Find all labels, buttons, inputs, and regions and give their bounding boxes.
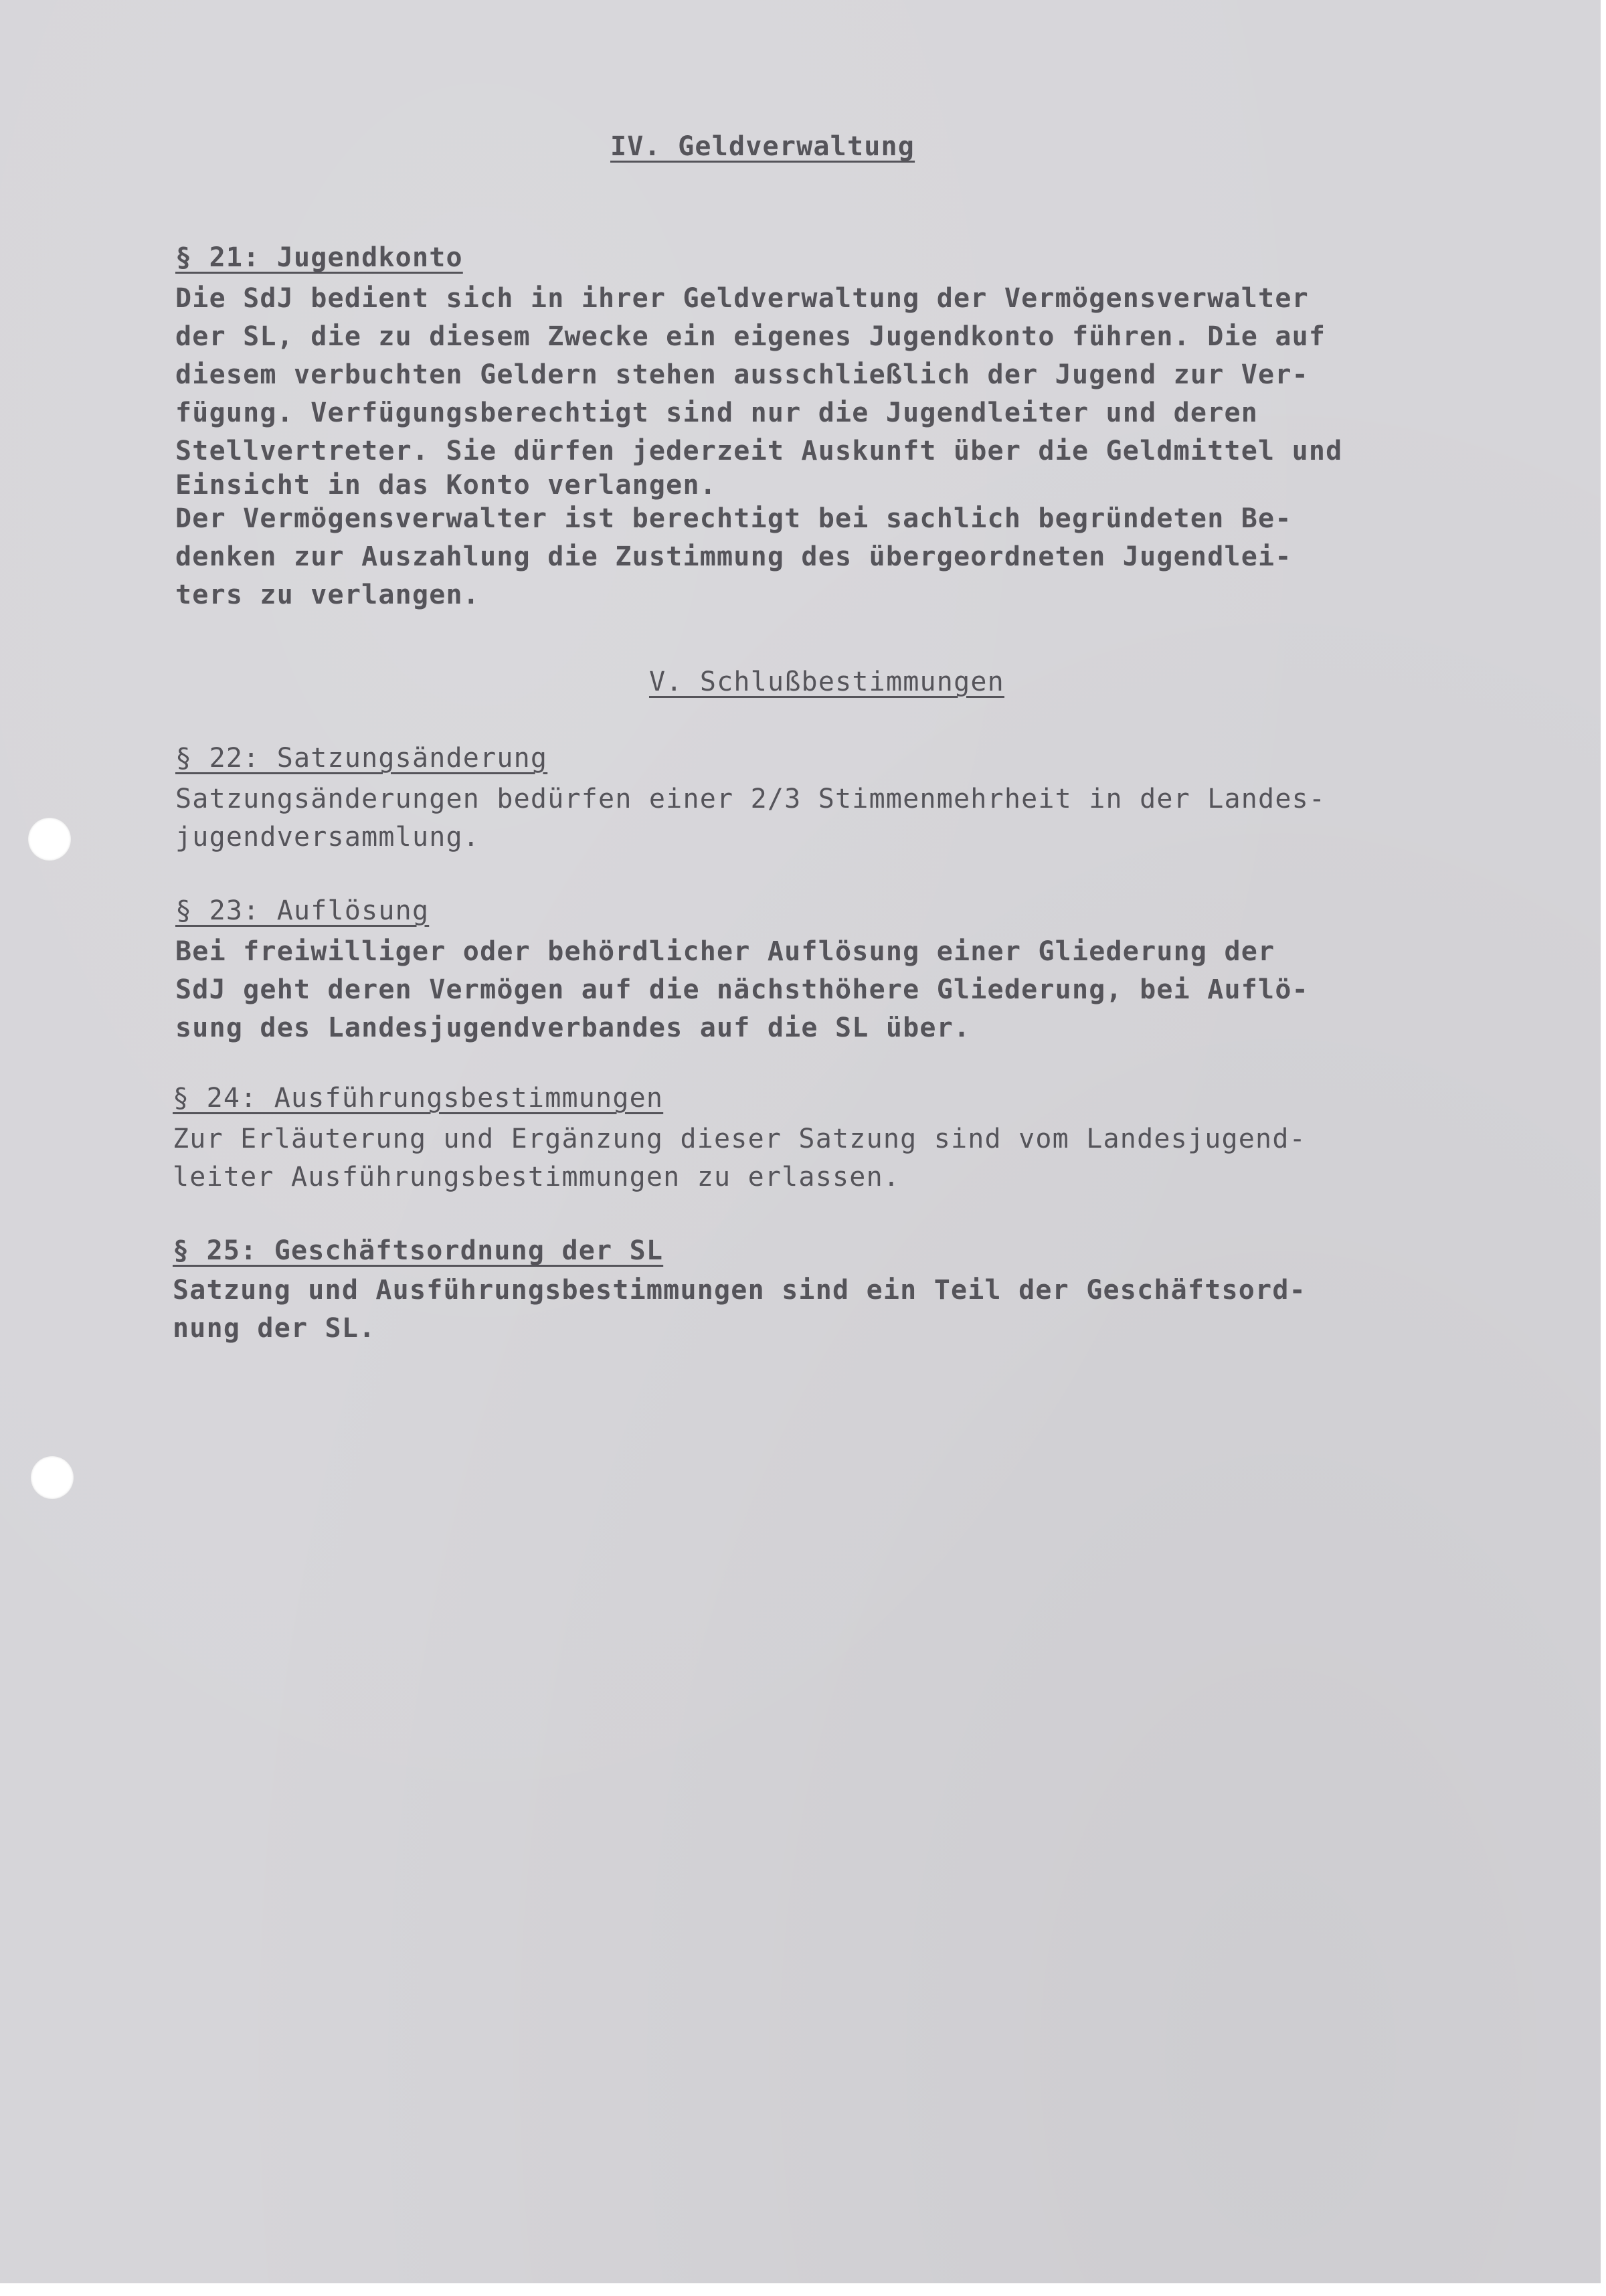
punch-hole-bottom bbox=[31, 1456, 74, 1499]
paragraph-21-line: Die SdJ bedient sich in ihrer Geldverwaltung der Vermögensverwalter bbox=[175, 283, 1309, 314]
paragraph-21-line: Der Vermögensverwalter ist berechtigt bei sachlich begründeten Be- bbox=[175, 503, 1292, 534]
paragraph-24-body bbox=[173, 1120, 1306, 1197]
paragraph-23-line: sung des Landesjugendverbandes auf die SL über. bbox=[175, 1012, 971, 1043]
paragraph-21-line: ters zu verlangen. bbox=[175, 580, 480, 610]
paragraph-22-line: jugendversammlung. bbox=[175, 822, 480, 853]
paragraph-22-body bbox=[175, 780, 1326, 857]
paragraph-24-line: Zur Erläuterung und Ergänzung dieser Satzung sind vom Landesjugend- bbox=[173, 1124, 1306, 1154]
paragraph-21-line: der SL, die zu diesem Zwecke ein eigenes Jugendkonto führen. Die auf bbox=[175, 321, 1326, 352]
section-heading-geldverwaltung: IV. Geldverwaltung bbox=[610, 131, 915, 162]
paragraph-25-line: Satzung und Ausführungsbestimmungen sind ein Teil der Geschäftsord- bbox=[173, 1275, 1306, 1306]
paragraph-25-body bbox=[173, 1271, 1306, 1348]
paragraph-21-line: fügung. Verfügungsberechtigt sind nur die Jugendleiter und deren bbox=[175, 398, 1259, 428]
paragraph-25-title: § 25: Geschäftsordnung der SL bbox=[173, 1235, 664, 1266]
paragraph-21-line: Stellvertreter. Sie dürfen jederzeit Auskunft über die Geldmittel und bbox=[175, 436, 1343, 466]
punch-hole-top bbox=[28, 818, 71, 861]
paragraph-24-title: § 24: Ausführungsbestimmungen bbox=[173, 1083, 664, 1114]
paragraph-22-line: Satzungsänderungen bedürfen einer 2/3 Stimmenmehrheit in der Landes- bbox=[175, 784, 1326, 814]
paragraph-24-line: leiter Ausführungsbestimmungen zu erlassen. bbox=[173, 1162, 901, 1193]
paragraph-21-line: diesem verbuchten Geldern stehen ausschließlich der Jugend zur Ver- bbox=[175, 359, 1309, 390]
paragraph-23-line: Bei freiwilliger oder behördlicher Auflösung einer Gliederung der bbox=[175, 936, 1275, 967]
paragraph-21-body bbox=[175, 280, 1342, 614]
paragraph-21-line: Einsicht in das Konto verlangen. bbox=[175, 470, 717, 501]
section-heading-schlussbestimmungen: V. Schlußbestimmungen bbox=[649, 667, 1004, 697]
paragraph-21-title: § 21: Jugendkonto bbox=[175, 242, 463, 273]
paragraph-23-line: SdJ geht deren Vermögen auf die nächsthöhere Gliederung, bei Auflö- bbox=[175, 974, 1309, 1005]
paragraph-22-title: § 22: Satzungsänderung bbox=[175, 743, 548, 774]
paragraph-23-title: § 23: Auflösung bbox=[175, 895, 430, 926]
paragraph-25-line: nung der SL. bbox=[173, 1313, 376, 1344]
paragraph-23-body bbox=[175, 933, 1309, 1047]
paragraph-21-line: denken zur Auszahlung die Zustimmung des übergeordneten Jugendlei- bbox=[175, 541, 1292, 572]
